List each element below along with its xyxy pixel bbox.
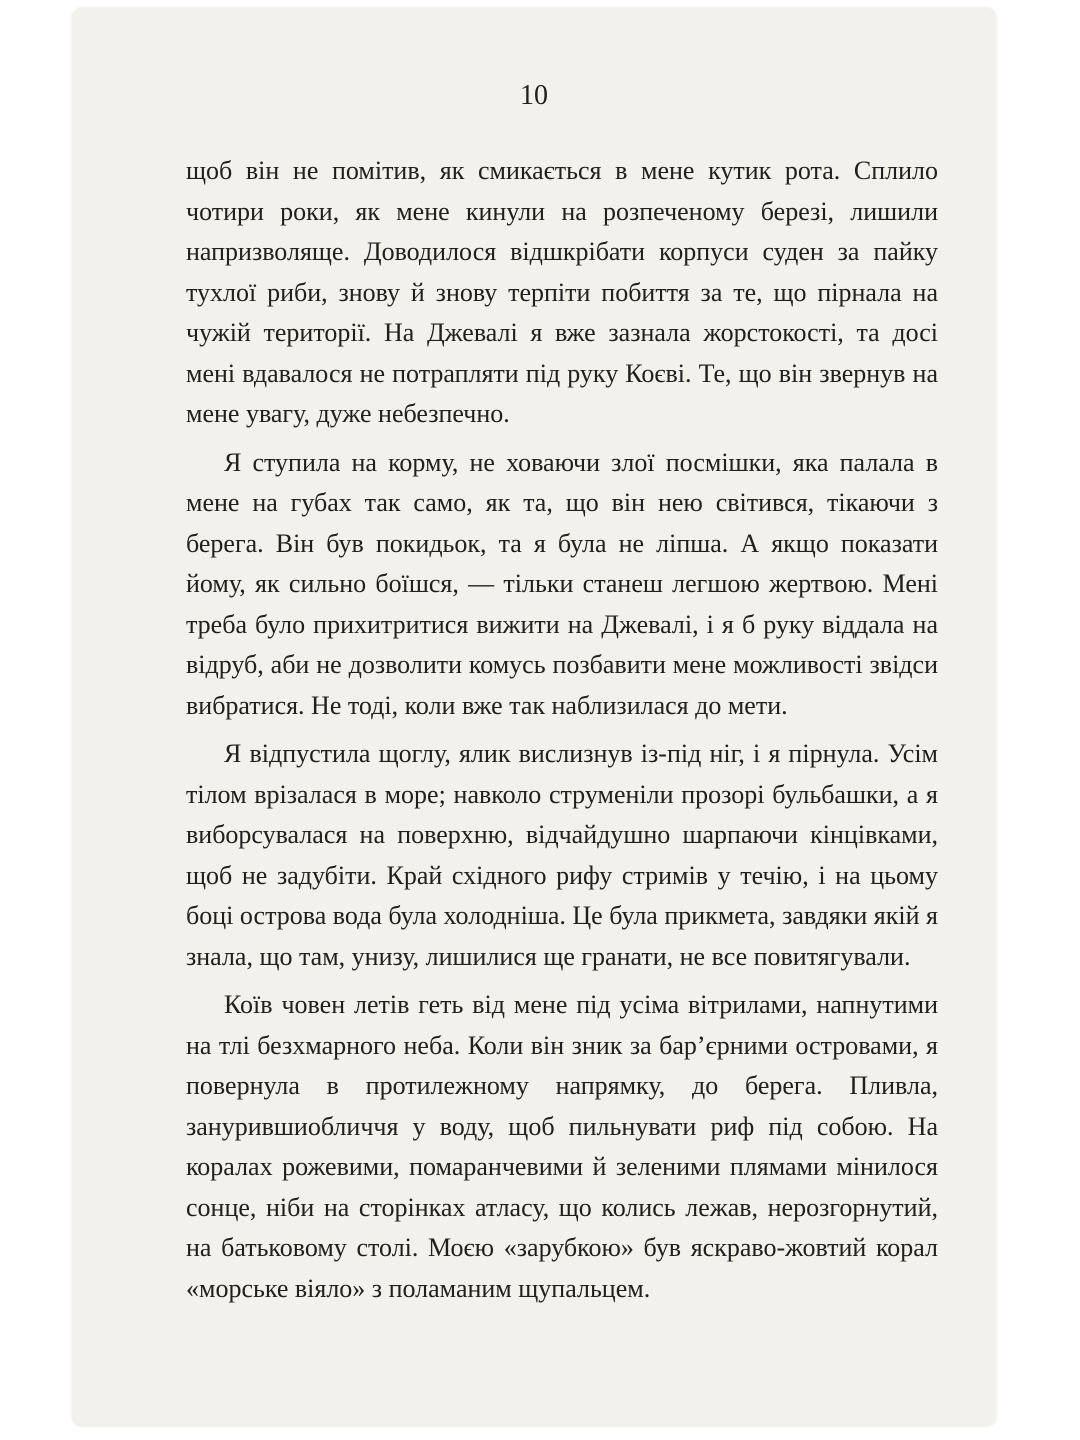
paragraph-1: щоб він не помітив, як смикається в мене кутик рота. Сплило чотири роки, як мене кинули на розпеченому березі, лишили напризволяще. Доводилося відшкрібати корпуси суден за пайку тухлої риби, знову й знову терпіти побиття за те, що пірнала на чужій території. На Джевалі я вже зазнала жорстокості, та досі мені вдавалося не потрапляти під руку Коєві. Те, що він звернув на мене увагу, дуже небезпечно. xyxy=(186,156,938,428)
page-number: 10 xyxy=(520,80,548,111)
page-text xyxy=(186,151,938,1309)
paragraph-2: Я ступила на корму, не ховаючи злої посмішки, яка палала в мене на губах так само, як та, що він нею світився, тікаючи з берега. Він був покидьок, та я була не ліпша. А якщо показати йому, як сильно боїшся, — тільки станеш легшою жертвою. Мені треба було прихитритися вижити на Джевалі, і я б руку віддала на відруб, аби не дозволити комусь позбавити мене можливості звідси вибратися. Не тоді, коли вже так наблизилася до мети. xyxy=(186,447,938,720)
paragraph-3: Я відпустила щоглу, ялик вислизнув із-під ніг, і я пірнула. Усім тілом врізалася в море; навколо струменіли прозорі бульбашки, а я виборсувалася на поверхню, відчайдушно шарпаючи кінцівками, щоб не задубіти. Край східного рифу стримів у течію, і на цьому боці острова вода була холодніша. Це була прикмета, завдяки якій я знала, що там, унизу, лишилися ще гранати, не все повитягували. xyxy=(186,739,938,971)
paragraph-4: Коїв човен летів геть від мене під усіма вітрилами, напнутими на тлі безхмарного неба. Коли він зник за бар’єрними островами, я повернула в протилежному напрямку, до берега. Пливла, занурившиобличчя у воду, щоб пильнувати риф під собою. На коралах рожевими, помаранчевими й зеленими плямами мінилося сонце, ніби на сторінках атласу, що колись лежав, нерозгорнутий, на батьковому столі. Моєю «зарубкою» був яскраво-жовтий корал «морське віяло» з поламаним щупальцем. xyxy=(186,990,938,1303)
book-page xyxy=(72,8,996,1426)
